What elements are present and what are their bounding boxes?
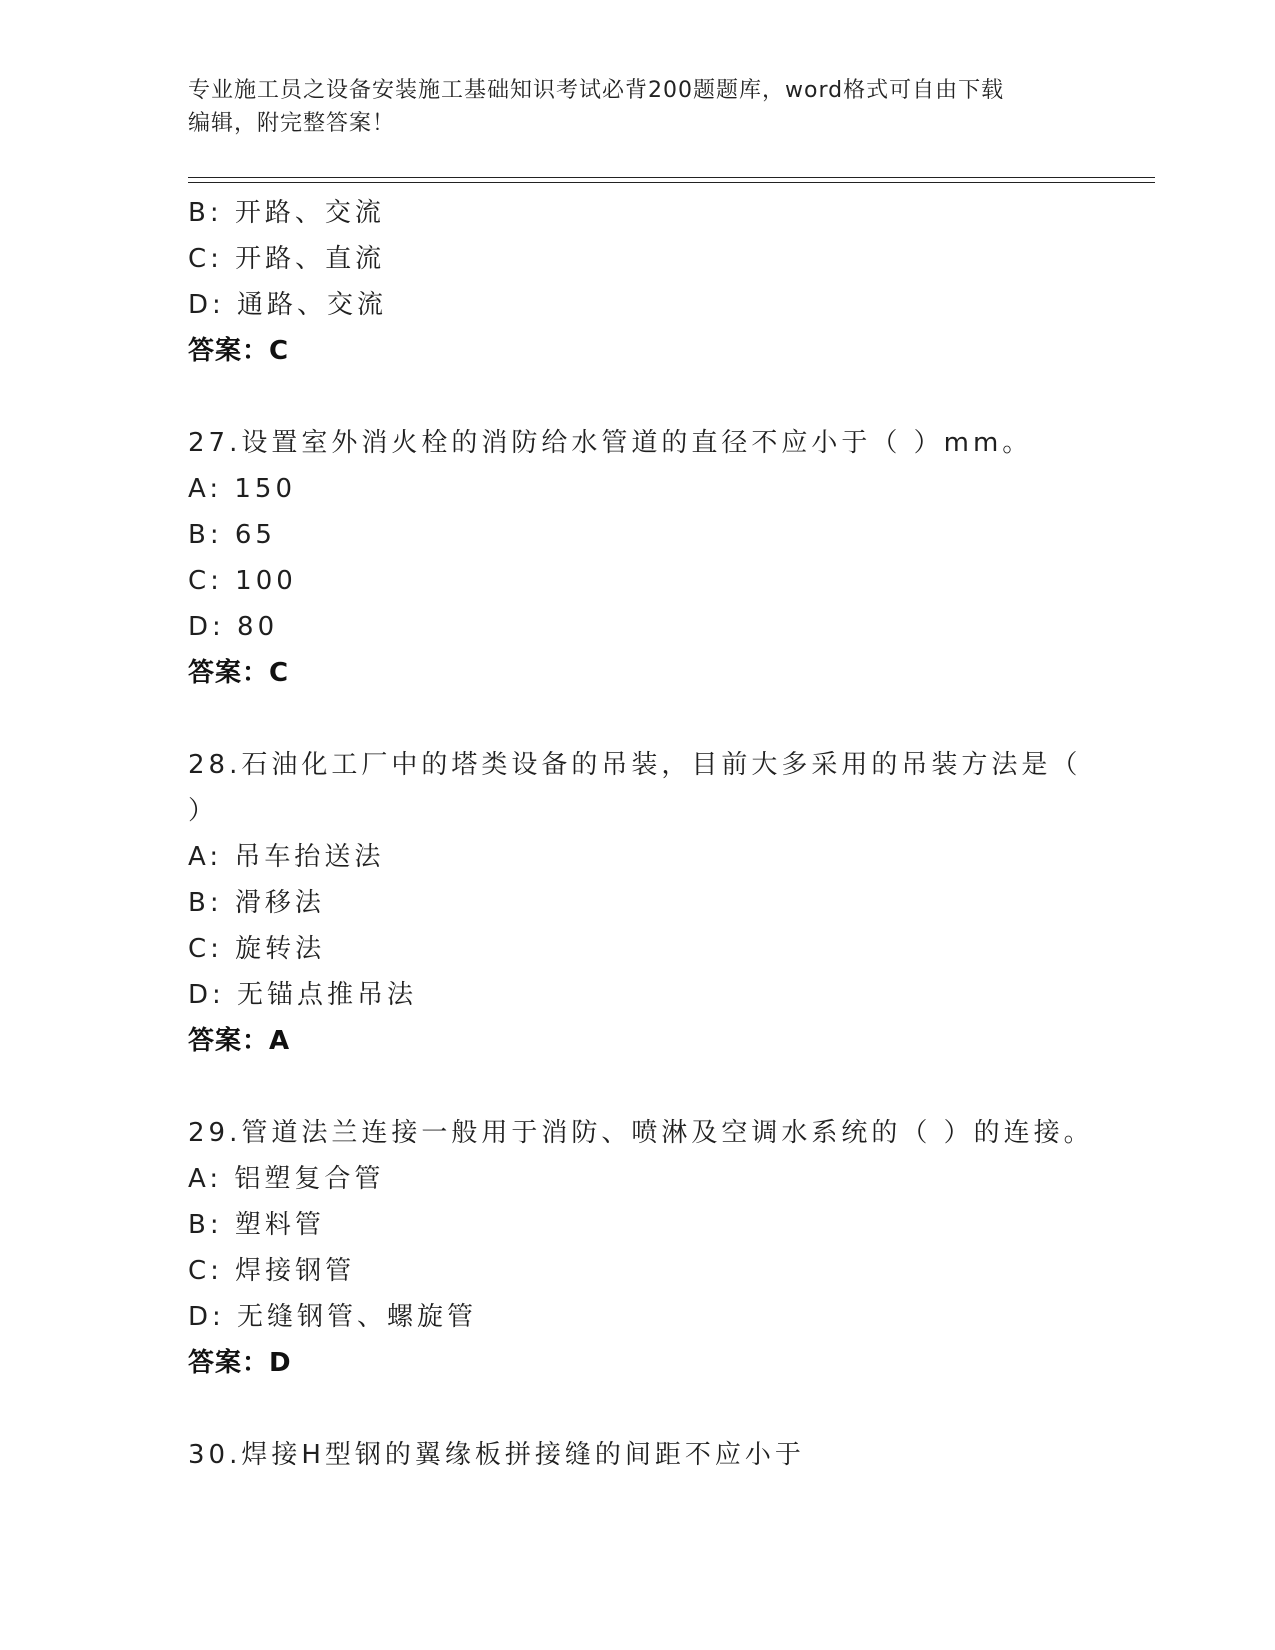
q27-option-b: B: 65 (188, 520, 276, 550)
spacer (188, 696, 1088, 742)
q27-option-a: A: 150 (188, 474, 296, 504)
q30-title: 30.焊接H型钢的翼缘板拼接缝的间距不应小于 (188, 1440, 805, 1470)
q26-option-c: C: 开路、直流 (188, 244, 386, 274)
q28-option-d: D: 无锚点推吊法 (188, 980, 418, 1010)
header-title-line-2: 编辑，附完整答案！ (188, 111, 396, 136)
q29-option-c: C: 焊接钢管 (188, 1256, 356, 1286)
q28-option-b: B: 滑移法 (188, 888, 325, 918)
spacer (188, 1386, 1088, 1432)
q28-option-c: C: 旋转法 (188, 934, 326, 964)
q27-title: 27.设置室外消火栓的消防给水管道的直径不应小于（ ）mm。 (188, 428, 1033, 458)
question-list (188, 190, 1094, 1478)
question-27 (188, 420, 1088, 696)
spacer (188, 374, 1088, 420)
q29-option-b: B: 塑料管 (188, 1210, 325, 1240)
q27-option-d: D: 80 (188, 612, 279, 642)
q28-title-line-1: 28.石油化工厂中的塔类设备的吊装，目前大多采用的吊装方法是（ (188, 750, 1082, 780)
header-title-line-1: 专业施工员之设备安装施工基础知识考试必背200题题库，word格式可自由下载 (188, 78, 1005, 103)
question-29 (188, 1110, 1094, 1386)
q27-option-c: C: 100 (188, 566, 297, 596)
q26-answer: 答案：C (188, 336, 290, 366)
q28-option-a: A: 吊车抬送法 (188, 842, 385, 872)
spacer (188, 1064, 1088, 1110)
header-divider-top (188, 177, 1155, 178)
question-26 (188, 190, 1088, 374)
header-divider-bottom (188, 182, 1155, 183)
q29-option-a: A: 铝塑复合管 (188, 1164, 385, 1194)
q29-title: 29.管道法兰连接一般用于消防、喷淋及空调水系统的（ ）的连接。 (188, 1118, 1094, 1148)
question-28 (188, 742, 1088, 1064)
q28-title-line-2: ） (188, 796, 219, 826)
q26-option-d: D: 通路、交流 (188, 290, 388, 320)
q29-option-d: D: 无缝钢管、螺旋管 (188, 1302, 478, 1332)
q28-answer: 答案：A (188, 1026, 291, 1056)
question-30 (188, 1432, 1088, 1478)
document-header (188, 74, 1088, 140)
q27-answer: 答案：C (188, 658, 290, 688)
q29-answer: 答案：D (188, 1348, 292, 1378)
q26-option-b: B: 开路、交流 (188, 198, 385, 228)
